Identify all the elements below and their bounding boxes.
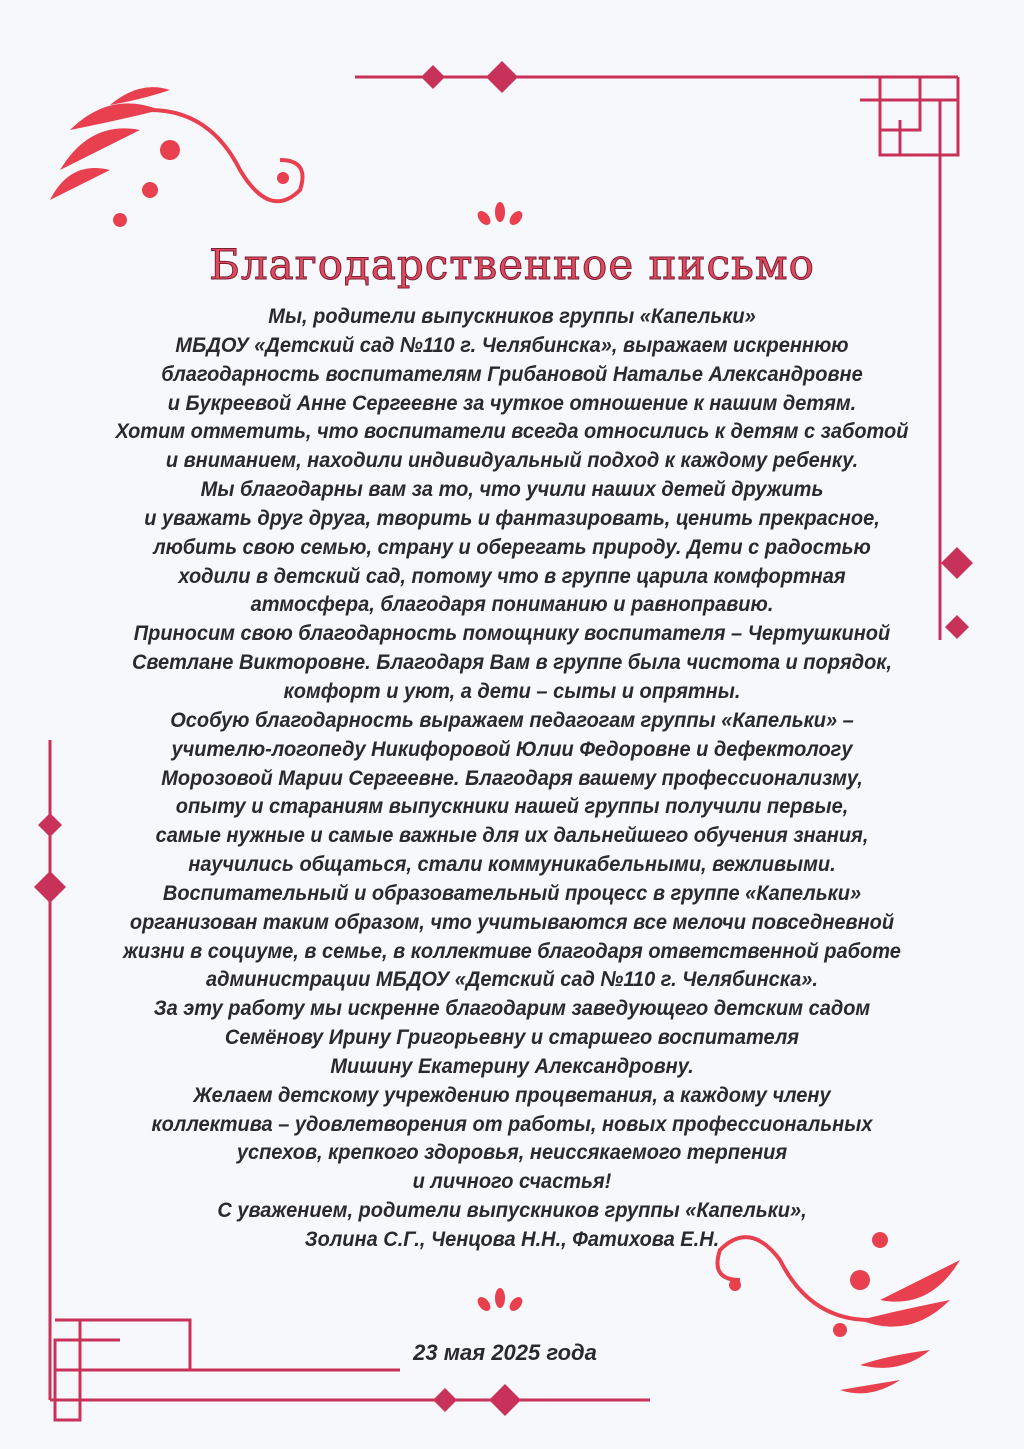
- text-line: С уважением, родители выпускников группы «Капельки»,: [217, 1198, 807, 1223]
- text-line: опыту и стараниям выпускники нашей группы получили первые,: [175, 794, 849, 819]
- text-line: и уважать друг друга, творить и фантазировать, ценить прекрасное,: [144, 505, 880, 530]
- text-line: администрации МБДОУ «Детский сад №110 г. Челябинска».: [206, 967, 818, 992]
- text-line: Морозовой Марии Сергеевне. Благодаря вашему профессионализму,: [161, 765, 863, 790]
- text-line: Мишину Екатерину Александровну.: [330, 1053, 694, 1078]
- text-line: Семёнову Ирину Григорьевну и старшего воспитателя: [224, 1025, 800, 1050]
- text-line: жизни в социуме, в семье, в коллективе благодаря ответственной работе: [123, 938, 901, 963]
- letter-title: Благодарственное письмо: [209, 240, 815, 289]
- text-line: МБДОУ «Детский сад №110 г. Челябинска», выражаем искреннюю: [175, 332, 849, 357]
- text-line: комфорт и уют, а дети – сыты и опрятны.: [283, 678, 741, 703]
- text-line: научились общаться, стали коммуникабельными, вежливыми.: [188, 852, 836, 877]
- text-line: Мы благодарны вам за то, что учили наших детей дружить: [200, 477, 824, 502]
- text-line: любить свою семью, страну и оберегать природу. Дети с радостью: [153, 534, 871, 559]
- floral-ornament-bottom-right: [718, 1232, 961, 1393]
- floral-ornament-top-left: [50, 87, 303, 227]
- text-line: Особую благодарность выражаем педагогам группы «Капельки» –: [170, 707, 854, 732]
- text-line: Приносим свою благодарность помощнику воспитателя – Чертушкиной: [133, 621, 891, 646]
- text-line: коллектива – удовлетворения от работы, новых профессиональных: [151, 1111, 873, 1136]
- text-line: Воспитательный и образовательный процесс в группе «Капельки»: [162, 880, 862, 905]
- text-line: и вниманием, находили индивидуальный подход к каждому ребенку.: [165, 448, 859, 473]
- text-line: и личного счастья!: [412, 1169, 612, 1194]
- text-line: ходили в детский сад, потому что в группе царила комфортная: [178, 563, 846, 588]
- text-line: атмосфера, благодаря пониманию и равноправию.: [250, 592, 774, 617]
- text-line: организован таким образом, что учитываются все мелочи повседневной: [129, 909, 895, 934]
- text-line: благодарность воспитателям Грибановой Наталье Александровне: [161, 361, 863, 386]
- text-line: Мы, родители выпускников группы «Капельки»: [268, 304, 756, 328]
- text-line: учителю-логопеду Никифоровой Юлии Федоровне и дефектологу: [171, 736, 853, 761]
- text-line: самые нужные и самые важные для их дальнейшего обучения знания,: [155, 823, 869, 848]
- letter-body: [40, 302, 984, 1254]
- text-line: Светлане Викторовне. Благодаря Вам в группе была чистота и порядок,: [131, 650, 892, 675]
- letter-date: 23 мая 2025 года: [413, 1340, 597, 1365]
- text-line: Хотим отметить, что воспитатели всегда относились к детям с заботой: [115, 419, 909, 444]
- text-line: Желаем детскому учреждению процветания, а каждому члену: [193, 1082, 831, 1107]
- text-line: За эту работу мы искренне благодарим заведующего детским садом: [153, 996, 871, 1021]
- text-line: и Букреевой Анне Сергеевне за чуткое отношение к нашим детям.: [167, 390, 857, 415]
- text-line: успехов, крепкого здоровья, неиссякаемого терпения: [236, 1140, 788, 1165]
- text-line: Золина С.Г., Ченцова Н.Н., Фатихова Е.Н.: [304, 1227, 720, 1251]
